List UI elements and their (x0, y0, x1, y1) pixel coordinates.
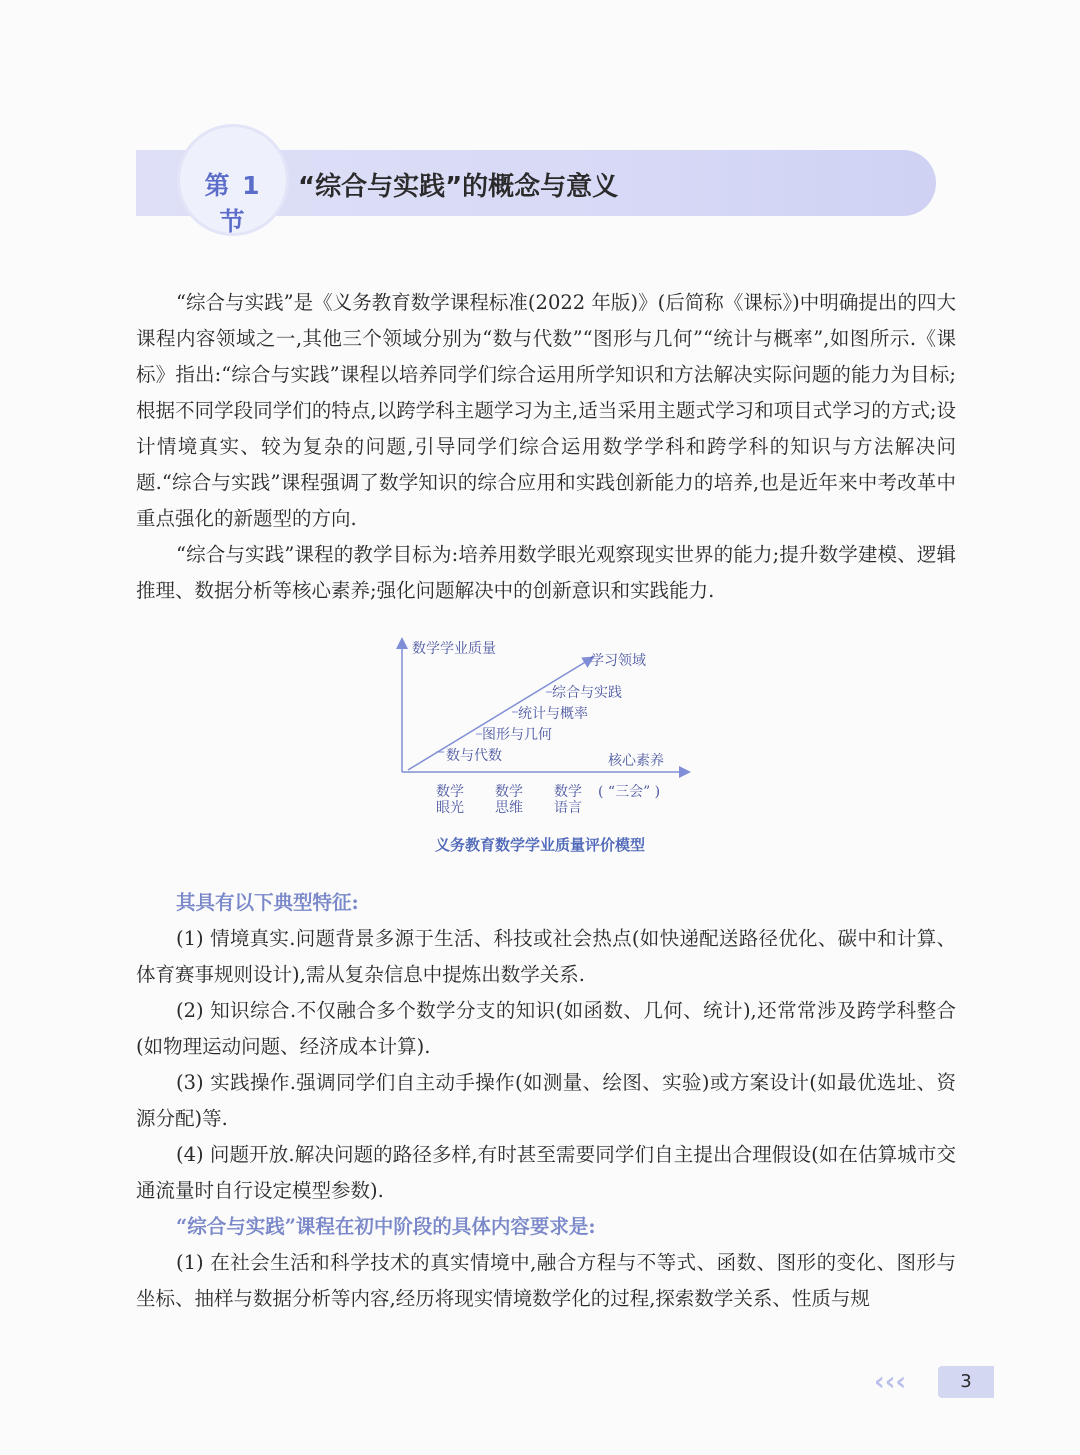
x-item-line1: 数学 (554, 784, 582, 800)
requirements-heading: “综合与实践”课程在初中阶段的具体内容要求是: (176, 1215, 596, 1238)
x-axis-label: 核心素养 (608, 753, 664, 769)
feature-item: (4) 问题开放.解决问题的路径多样,有时甚至需要同学们自主提出合理假设(如在估算城市交通流量时自行设定模型参数). (136, 1143, 956, 1202)
x-item-line2: 语言 (554, 800, 582, 816)
features-block (136, 885, 956, 1317)
features-heading: 其具有以下典型特征: (176, 891, 359, 914)
x-item-line1: 数学 (436, 784, 464, 800)
section-title: “综合与实践”的概念与意义 (298, 172, 619, 202)
figure-caption: 义务教育数学学业质量评价模型 (434, 836, 645, 854)
chevrons-decoration: ‹‹‹ (874, 1367, 907, 1397)
y-axis-label: 数学学业质量 (412, 641, 496, 657)
step-label: 综合与实践 (552, 685, 622, 701)
step-label: 统计与概率 (518, 706, 588, 722)
intro-paragraph-2: “综合与实践”课程的教学目标为:培养用数学眼光观察现实世界的能力;提升数学建模、逻辑推理、数据分析等核心素养;强化问题解决中的创新意识和实践能力. (136, 543, 956, 602)
quality-model-figure (396, 630, 696, 830)
feature-item: (1) 情境真实.问题背景多源于生活、科技或社会热点(如快递配送路径优化、碳中和计算、体育赛事规则设计),需从复杂信息中提炼出数学关系. (136, 927, 956, 986)
arrow-label: 学习领域 (590, 653, 646, 669)
requirement-item: (1) 在社会生活和科学技术的真实情境中,融合方程与不等式、函数、图形的变化、图形与坐标、抽样与数据分析等内容,经历将现实情境数学化的过程,探索数学关系、性质与规 (136, 1251, 956, 1310)
x-note: ( “三会” ) (598, 784, 661, 800)
x-item-line2: 眼光 (436, 800, 464, 816)
feature-item: (2) 知识综合.不仅融合多个数学分支的知识(如函数、几何、统计),还常常涉及跨学科整合(如物理运动问题、经济成本计算). (136, 999, 956, 1058)
feature-item: (3) 实践操作.强调同学们自主动手操作(如测量、绘图、实验)或方案设计(如最优选址、资源分配)等. (136, 1071, 956, 1130)
section-number: 第 1 节 (204, 171, 262, 236)
x-item-line2: 思维 (495, 800, 523, 816)
x-item-line1: 数学 (495, 784, 523, 800)
step-label: 数与代数 (446, 748, 502, 764)
intro-paragraph-1: “综合与实践”是《义务教育数学课程标准(2022 年版)》(后简称《课标》)中明确提出的四大课程内容领域之一,其他三个领域分别为“数与代数”“图形与几何”“统计与概率”,如图所示.《课标》指出:“综合与实践”课程以培养同学们综合运用所学知识和方法解决实际问题的能力为目标;根据不同学段同学们的特点,以跨学科主题学习为主,适当采用主题式学习和项目式学习的方式;设计情境真实、较为复杂的问题,引导同学们综合运用数学学科和跨学科的知识与方法解决问题.“综合与实践”课程强调了数学知识的综合应用和实践创新能力的培养,也是近年来中考改革中重点强化的新题型的方向. (136, 291, 956, 530)
step-label: 图形与几何 (482, 727, 552, 743)
page-number: 3 (960, 1371, 972, 1392)
intro-block (136, 285, 956, 609)
